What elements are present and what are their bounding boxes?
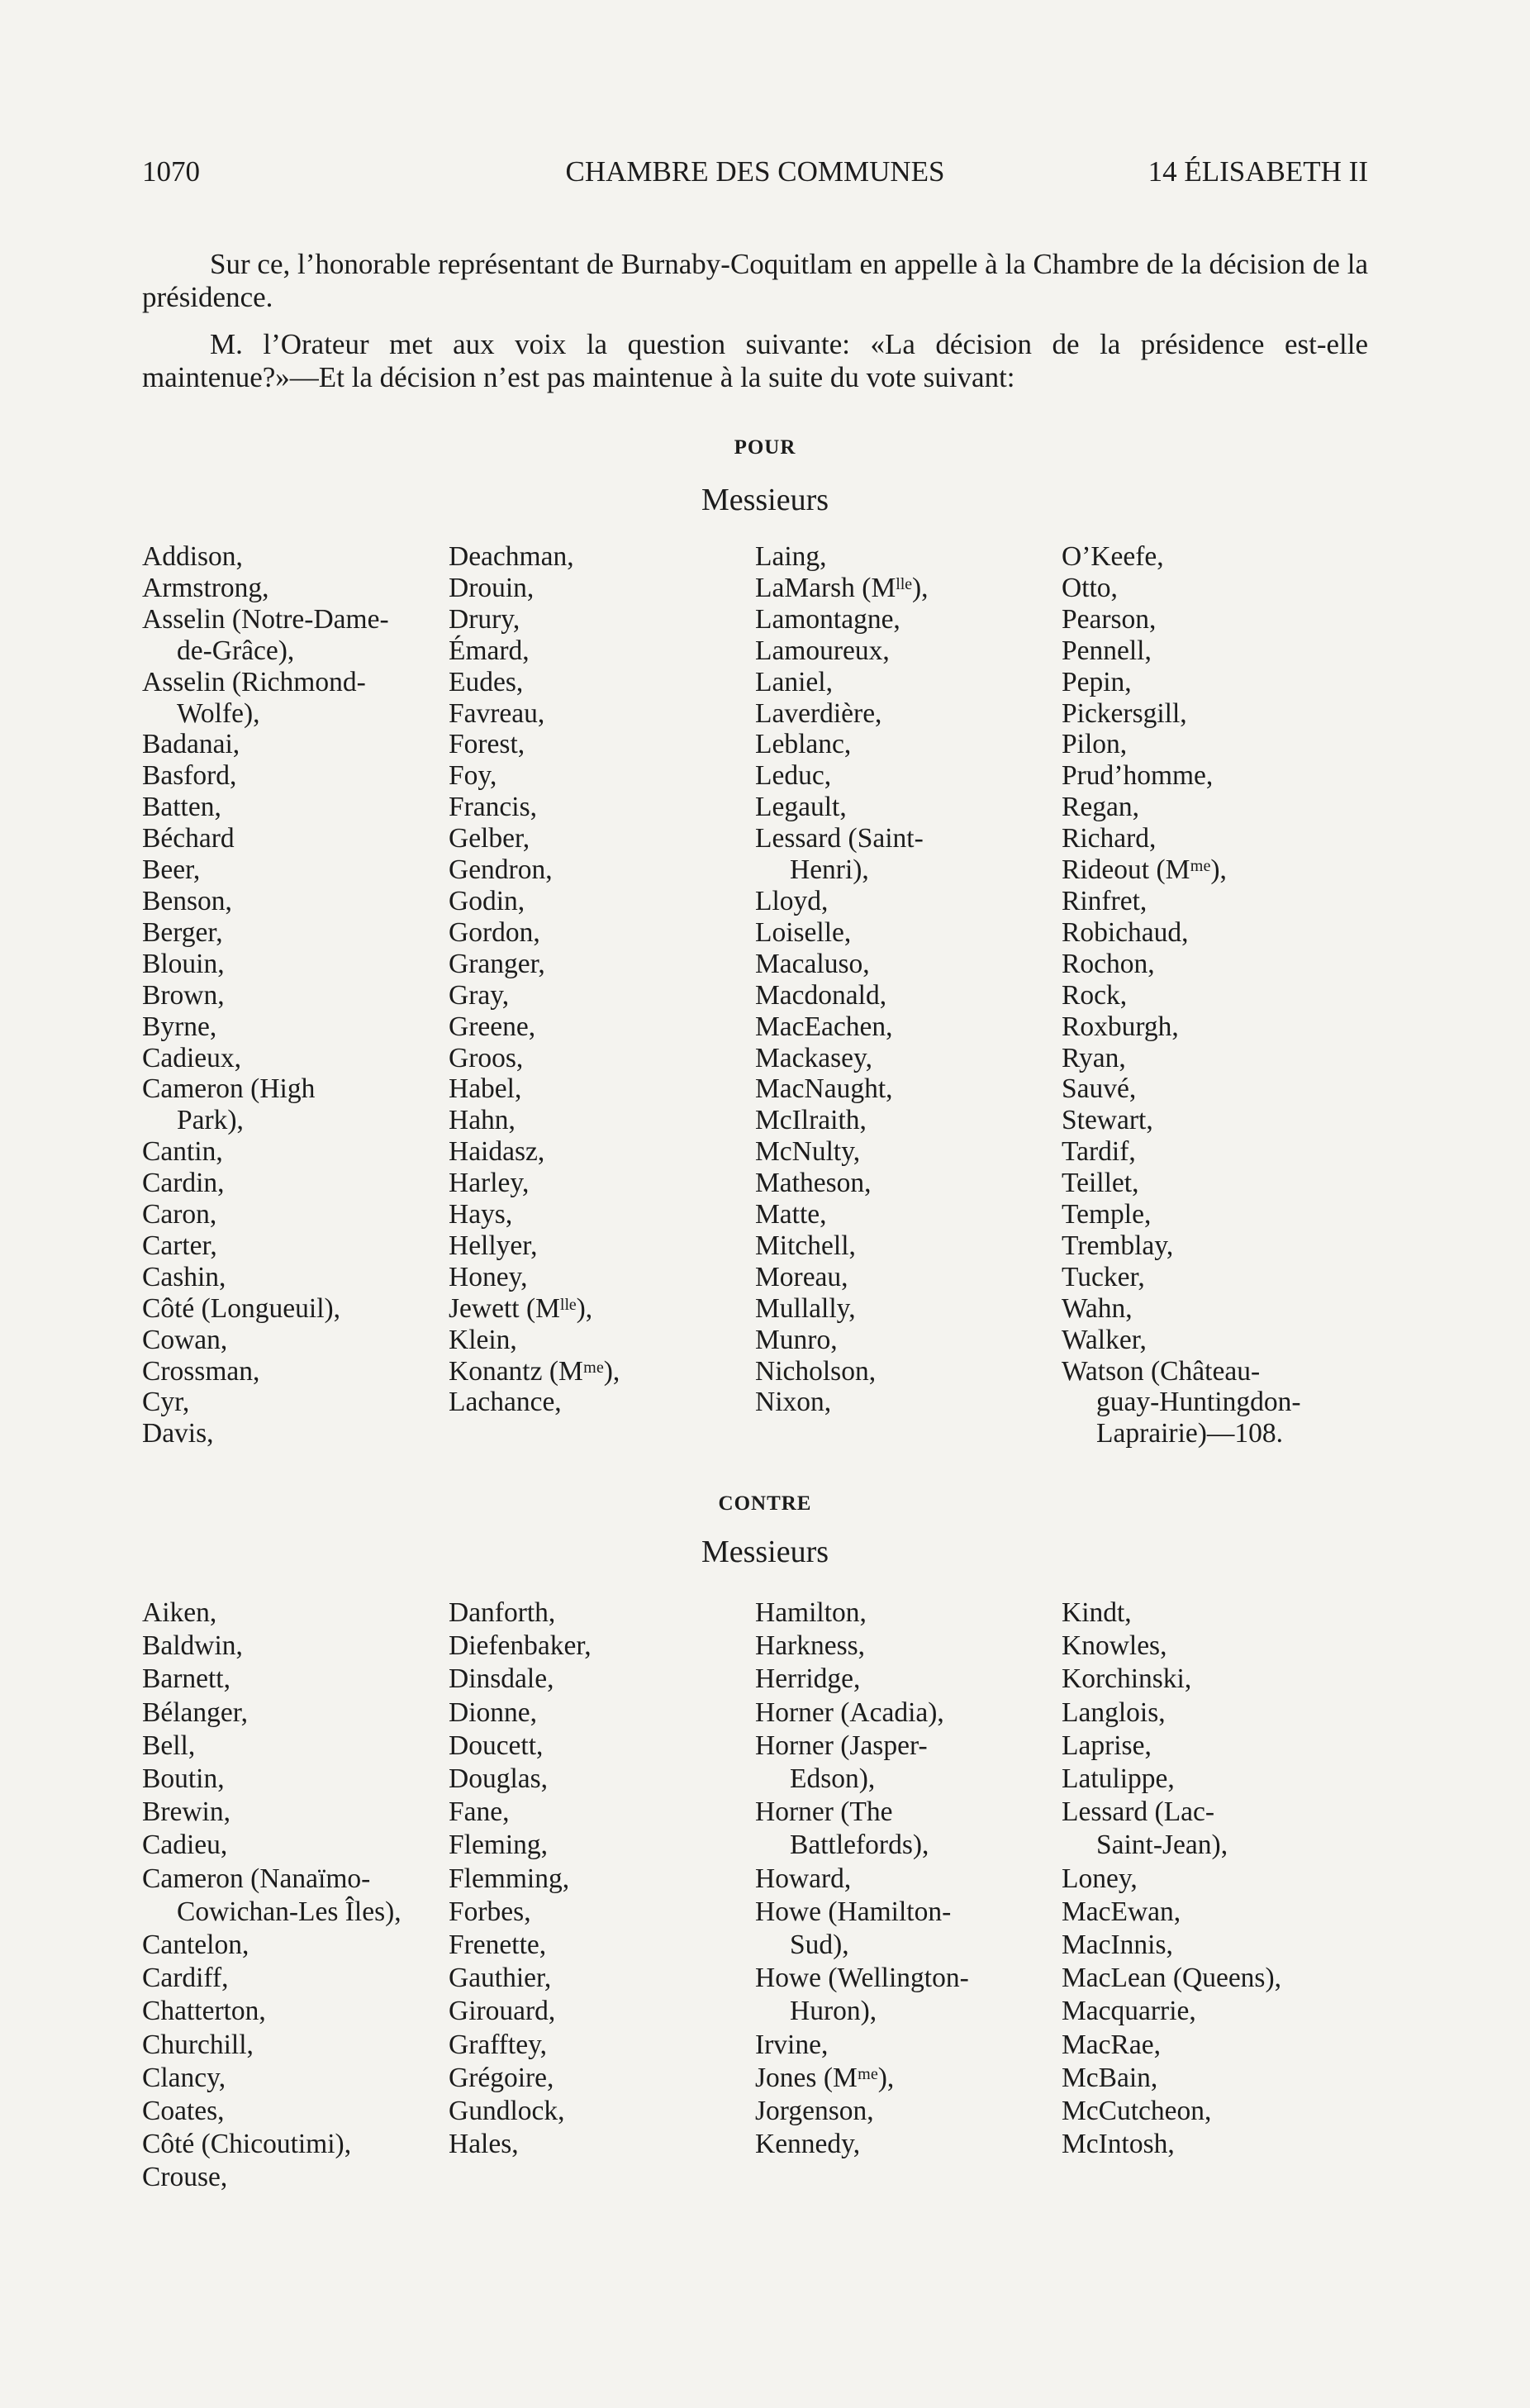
member-name: Sauvé, (1062, 1073, 1137, 1105)
member-name-continuation: Battlefords), (790, 1830, 929, 1861)
member-name: Grafftey, (449, 2029, 548, 2060)
member-name: Eudes, (449, 666, 524, 697)
member-name: Konantz (Mᵐᵉ), (449, 1355, 620, 1387)
member-name: Mackasey, (755, 1042, 872, 1073)
page-number: 1070 (142, 155, 200, 188)
member-name: Matte, (755, 1199, 827, 1230)
member-name: Laverdière, (755, 697, 882, 729)
member-name: Wahn, (1062, 1292, 1133, 1324)
member-name: Frenette, (449, 1930, 547, 1961)
member-name: Kindt, (1062, 1597, 1132, 1628)
member-name: Barnett, (142, 1663, 230, 1695)
member-name: Cashin, (142, 1261, 226, 1292)
member-name: Hellyer, (449, 1230, 538, 1261)
member-name: Côté (Chicoutimi), (142, 2129, 352, 2160)
member-name: Brown, (142, 979, 225, 1011)
member-name: Teillet, (1062, 1168, 1139, 1199)
member-name: Lloyd, (755, 885, 829, 916)
member-name: Fane, (449, 1796, 510, 1828)
member-name: Laprise, (1062, 1730, 1152, 1761)
member-name: Lachance, (449, 1387, 562, 1418)
member-name: Davis, (142, 1418, 214, 1449)
member-name: Nicholson, (755, 1355, 877, 1387)
contre-subheading: Messieurs (701, 1535, 829, 1569)
member-name: LaMarsh (Mˡˡᵉ), (755, 572, 929, 603)
member-name-continuation: Wolfe), (177, 697, 260, 729)
member-name: Drury, (449, 603, 520, 635)
member-name-continuation: Henri), (790, 854, 869, 886)
member-name: Loney, (1062, 1863, 1138, 1894)
member-name: Horner (Jasper- (755, 1730, 928, 1761)
member-name: Cardiff, (142, 1963, 229, 1994)
member-name: Gauthier, (449, 1963, 552, 1994)
member-name: Basford, (142, 760, 237, 792)
member-name: MacEwan, (1062, 1896, 1181, 1927)
member-name: Clancy, (142, 2062, 226, 2093)
contre-column-4 (1062, 1597, 1376, 2161)
member-name: MacInnis, (1062, 1930, 1173, 1961)
member-name: Jones (Mᵐᵉ), (755, 2062, 895, 2093)
member-name: Loiselle, (755, 916, 852, 948)
member-name: Mitchell, (755, 1230, 856, 1261)
member-name: Fleming, (449, 1830, 549, 1861)
member-name-continuation: Cowichan-Les Îles), (177, 1896, 402, 1927)
member-name: Crouse, (142, 2162, 228, 2193)
member-name: Gray, (449, 979, 510, 1011)
member-name: Tremblay, (1062, 1230, 1174, 1261)
member-name: Cyr, (142, 1387, 190, 1418)
member-name: Forest, (449, 729, 525, 760)
member-name: Walker, (1062, 1324, 1147, 1355)
member-name-continuation: Huron), (790, 1996, 877, 2027)
member-name: McCutcheon, (1062, 2096, 1212, 2127)
member-name: Jorgenson, (755, 2096, 874, 2127)
member-name: Gendron, (449, 854, 553, 886)
member-name: Irvine, (755, 2029, 829, 2060)
member-name: Armstrong, (142, 572, 269, 603)
member-name: Cantelon, (142, 1930, 249, 1961)
member-name: Legault, (755, 792, 847, 823)
member-name: Bell, (142, 1730, 196, 1761)
member-name: Diefenbaker, (449, 1630, 592, 1662)
member-name: MacRae, (1062, 2029, 1161, 2060)
member-name: Addison, (142, 541, 243, 572)
member-name: Honey, (449, 1261, 528, 1292)
member-name: Habel, (449, 1073, 522, 1105)
member-name: MacLean (Queens), (1062, 1963, 1282, 1994)
member-name-continuation: de-Grâce), (177, 635, 295, 666)
member-name: Francis, (449, 792, 537, 823)
member-name: Jewett (Mˡˡᵉ), (449, 1292, 593, 1324)
member-name: Caron, (142, 1199, 217, 1230)
member-name: Grégoire, (449, 2062, 554, 2093)
member-name: Gundlock, (449, 2096, 565, 2127)
member-name: Kennedy, (755, 2129, 861, 2160)
contre-column-1 (142, 1597, 456, 2195)
member-name: Knowles, (1062, 1630, 1167, 1662)
member-name: Mullally, (755, 1292, 856, 1324)
member-name: Lessard (Lac- (1062, 1796, 1215, 1828)
member-name: Douglas, (449, 1763, 549, 1795)
member-name: Pepin, (1062, 666, 1132, 697)
member-name: Blouin, (142, 948, 225, 979)
running-header (142, 150, 1368, 193)
member-name: Harkness, (755, 1630, 866, 1662)
member-name: Prud’homme, (1062, 760, 1214, 792)
member-name: Flemming, (449, 1863, 570, 1894)
member-name: Howe (Wellington- (755, 1963, 969, 1994)
member-name: MacEachen, (755, 1011, 893, 1042)
member-name: Tucker, (1062, 1261, 1145, 1292)
member-name: Favreau, (449, 697, 545, 729)
member-name: Roxburgh, (1062, 1011, 1179, 1042)
member-name: McNulty, (755, 1136, 861, 1168)
member-name: Cantin, (142, 1136, 223, 1168)
member-name: Beer, (142, 854, 201, 886)
member-name: Latulippe, (1062, 1763, 1175, 1795)
member-name: Laniel, (755, 666, 833, 697)
member-name: Rochon, (1062, 948, 1155, 979)
member-name: McIlraith, (755, 1105, 867, 1136)
member-name: Asselin (Richmond- (142, 666, 366, 697)
pour-column-4 (1062, 541, 1376, 1449)
member-name: Bélanger, (142, 1697, 248, 1728)
member-name: Carter, (142, 1230, 217, 1261)
member-name: MacNaught, (755, 1073, 893, 1105)
member-name: Émard, (449, 635, 530, 666)
paragraph-appeal: Sur ce, l’honorable représentant de Burnaby-Coquitlam en appelle à la Chambre de la décision de la présidence. (142, 248, 1368, 313)
member-name: Cardin, (142, 1168, 225, 1199)
member-name-continuation: Saint-Jean), (1096, 1830, 1228, 1861)
member-name: Lamontagne, (755, 603, 900, 635)
member-name: Rinfret, (1062, 885, 1148, 916)
member-name: Pilon, (1062, 729, 1128, 760)
member-name: Richard, (1062, 823, 1157, 854)
member-name: Leblanc, (755, 729, 852, 760)
pour-column-1 (142, 541, 456, 1449)
member-name: Matheson, (755, 1168, 872, 1199)
member-name: Harley, (449, 1168, 530, 1199)
member-name: Béchard (142, 823, 235, 854)
member-name: Hahn, (449, 1105, 516, 1136)
member-name: Robichaud, (1062, 916, 1189, 948)
member-name: Aiken, (142, 1597, 217, 1628)
member-name-continuation: Edson), (790, 1763, 876, 1795)
member-name: Hays, (449, 1199, 513, 1230)
member-name: Hamilton, (755, 1597, 867, 1628)
member-name: Dinsdale, (449, 1663, 554, 1695)
member-name: Pearson, (1062, 603, 1157, 635)
member-name: Forbes, (449, 1896, 531, 1927)
member-name: Macaluso, (755, 948, 870, 979)
member-name: Cameron (High (142, 1073, 316, 1105)
member-name: Hales, (449, 2129, 519, 2160)
member-name: Cadieux, (142, 1042, 242, 1073)
member-name-continuation: Park), (177, 1105, 244, 1136)
member-name: Pickersgill, (1062, 697, 1187, 729)
member-name: Macdonald, (755, 979, 887, 1011)
member-name: Lamoureux, (755, 635, 890, 666)
member-name-continuation: Laprairie)—108. (1096, 1418, 1284, 1449)
member-name: Otto, (1062, 572, 1118, 603)
member-name: Drouin, (449, 572, 535, 603)
member-name: Boutin, (142, 1763, 225, 1795)
member-name: Gordon, (449, 916, 540, 948)
contre-heading: CONTRE (718, 1492, 812, 1515)
member-name: Haidasz, (449, 1136, 545, 1168)
member-name: Godin, (449, 885, 525, 916)
member-name: Horner (Acadia), (755, 1697, 944, 1728)
member-name: Klein, (449, 1324, 517, 1355)
paragraph-question: M. l’Orateur met aux voix la question suivante: «La décision de la présidence est-elle maintenue?»—Et la décision n’est pas maintenue à la suite du vote suivant: (142, 328, 1368, 393)
member-name: Regan, (1062, 792, 1139, 823)
pour-subheading: Messieurs (701, 483, 829, 517)
member-name: Danforth, (449, 1597, 556, 1628)
member-name: Crossman, (142, 1355, 260, 1387)
pour-column-2 (449, 541, 763, 1418)
member-name: Benson, (142, 885, 232, 916)
member-name: Côté (Longueuil), (142, 1292, 341, 1324)
member-name: Watson (Château- (1062, 1355, 1261, 1387)
pour-column-3 (755, 541, 1069, 1418)
member-name: Cadieu, (142, 1830, 228, 1861)
member-name: Rock, (1062, 979, 1128, 1011)
contre-column-2 (449, 1597, 763, 2161)
member-name: Chatterton, (142, 1996, 266, 2027)
member-name: Churchill, (142, 2029, 254, 2060)
member-name: Rideout (Mᵐᵉ), (1062, 854, 1227, 886)
member-name: Langlois, (1062, 1697, 1166, 1728)
member-name: Girouard, (449, 1996, 556, 2027)
member-name: McIntosh, (1062, 2129, 1175, 2160)
member-name: Leduc, (755, 760, 832, 792)
member-name: Groos, (449, 1042, 524, 1073)
member-name: Dionne, (449, 1697, 537, 1728)
member-name: Cameron (Nanaïmo- (142, 1863, 371, 1894)
member-name: Baldwin, (142, 1630, 243, 1662)
member-name: Greene, (449, 1011, 536, 1042)
pour-heading: POUR (734, 436, 796, 459)
member-name: Lessard (Saint- (755, 823, 924, 854)
member-name: Herridge, (755, 1663, 861, 1695)
member-name: Temple, (1062, 1199, 1152, 1230)
member-name: Batten, (142, 792, 221, 823)
member-name: Deachman, (449, 541, 574, 572)
member-name: Granger, (449, 948, 545, 979)
contre-column-3 (755, 1597, 1069, 2161)
member-name: Pennell, (1062, 635, 1152, 666)
member-name: Nixon, (755, 1387, 832, 1418)
member-name: Badanai, (142, 729, 240, 760)
member-name-continuation: guay-Huntingdon- (1096, 1387, 1301, 1418)
member-name: Horner (The (755, 1796, 893, 1828)
page-title: CHAMBRE DES COMMUNES (565, 155, 945, 188)
member-name: Coates, (142, 2096, 225, 2127)
member-name: Macquarrie, (1062, 1996, 1196, 2027)
member-name: Moreau, (755, 1261, 848, 1292)
member-name: Stewart, (1062, 1105, 1153, 1136)
session-label: 14 ÉLISABETH II (1148, 155, 1368, 188)
member-name: O’Keefe, (1062, 541, 1164, 572)
member-name-continuation: Sud), (790, 1930, 849, 1961)
member-name: Cowan, (142, 1324, 228, 1355)
member-name: Berger, (142, 916, 223, 948)
member-name: Tardif, (1062, 1136, 1136, 1168)
member-name: Howe (Hamilton- (755, 1896, 952, 1927)
member-name: Munro, (755, 1324, 838, 1355)
member-name: Howard, (755, 1863, 852, 1894)
member-name: Gelber, (449, 823, 530, 854)
member-name: McBain, (1062, 2062, 1158, 2093)
member-name: Foy, (449, 760, 497, 792)
member-name: Ryan, (1062, 1042, 1126, 1073)
member-name: Laing, (755, 541, 827, 572)
member-name: Byrne, (142, 1011, 217, 1042)
member-name: Brewin, (142, 1796, 230, 1828)
member-name: Korchinski, (1062, 1663, 1192, 1695)
member-name: Doucett, (449, 1730, 544, 1761)
member-name: Asselin (Notre-Dame- (142, 603, 389, 635)
